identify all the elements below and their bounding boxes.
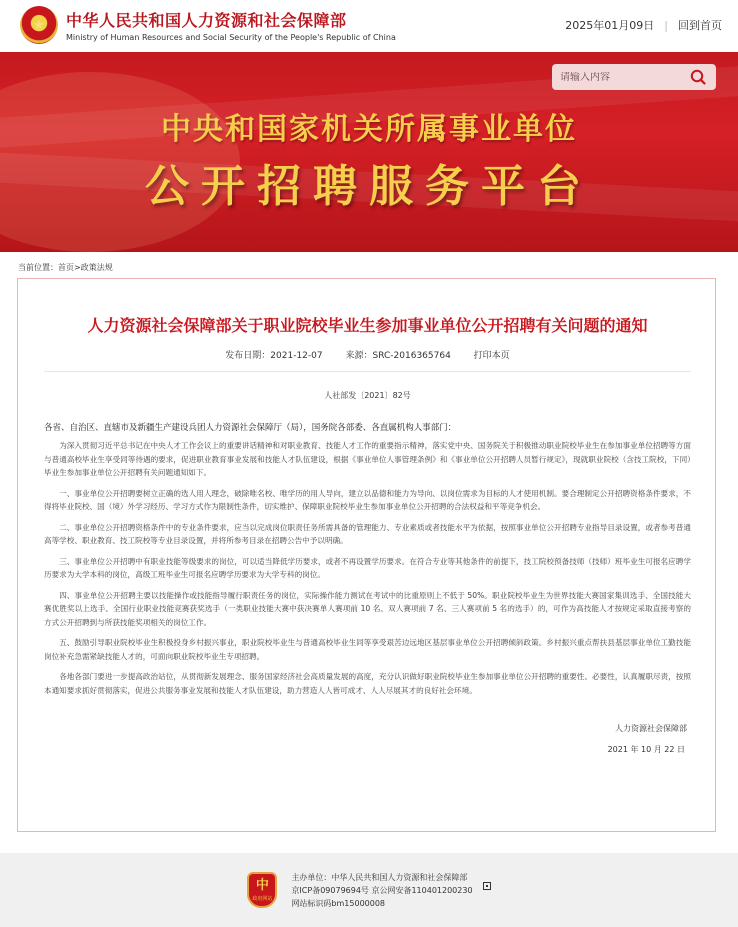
body-paragraph: 各地各部门要进一步提高政治站位，从贯彻新发展理念、服务国家经济社会高质量发展的高度，充分认识做好职业院校毕业生参加事业单位公开招聘的重要性、必要性，认真履职尽责，按照本通知要求抓好贯彻落实，促进公共服务事业发展和技能人才队伍建设，助力营造人人皆可成才、人人尽展其才的良好社会环境。: [44, 672, 691, 695]
header-utility: [565, 17, 722, 33]
home-link[interactable]: 回到首页: [678, 19, 722, 32]
article-meta: [44, 348, 691, 361]
search-input[interactable]: [560, 72, 680, 83]
signature: 人力资源社会保障部: [615, 724, 687, 733]
article-body: [44, 439, 691, 697]
site-footer: [0, 853, 738, 927]
qr-code-icon[interactable]: [483, 882, 491, 890]
article-source: 来源：SRC-2016365764: [345, 351, 451, 361]
recipient-line: 各省、自治区、直辖市及新疆生产建设兵团人力资源社会保障厅（局），国务院各部委、各直属机构人事部门：: [44, 423, 457, 433]
gov-site-logo-icon[interactable]: 中 政府网站: [247, 872, 277, 908]
banner-title-line1: 中央和国家机关所属事业单位: [161, 112, 577, 147]
body-paragraph: 五、鼓励引导职业院校毕业生积极投身乡村振兴事业，职业院校毕业生与普通高校毕业生同等享受艰苦边远地区基层事业单位公开招聘倾斜政策。乡村振兴重点帮扶县基层事业单位工勤技能岗位补充急需紧缺技能人才的，可面向职业院校毕业生专项招聘。: [44, 638, 691, 661]
current-date: 2025年01月09日: [565, 19, 655, 32]
article-panel: [17, 278, 716, 832]
search-box: [552, 64, 716, 90]
footer-icp: 京ICP备09079694号 京公网安备110401200230: [291, 885, 473, 895]
article-title: 人力资源社会保障部关于职业院校毕业生参加事业单位公开招聘有关问题的通知: [87, 316, 648, 335]
divider: |: [664, 18, 668, 32]
footer-info: [291, 871, 472, 910]
hero-banner: [0, 52, 738, 252]
national-emblem-icon: ★: [20, 6, 58, 44]
publish-date: 发布日期：2021-12-07: [225, 351, 323, 361]
body-paragraph: 三、事业单位公开招聘中有职业技能等级要求的岗位，可以适当降低学历要求，或者不再设置学历要求。在符合专业等其他条件的前提下，技工院校预备技师（技师）班毕业生可报名应聘学历要求为大学本科的岗位，高级工班毕业生可报名应聘学历要求为大学专科的岗位。: [44, 556, 691, 579]
org-name-cn: 中华人民共和国人力资源和社会保障部: [66, 11, 347, 30]
body-paragraph: 一、事业单位公开招聘要树立正确的选人用人理念，破除唯名校、唯学历的用人导向，建立以品德和能力为导向、以岗位需求为目标的人才使用机制。要合理制定公开招聘资格条件要求，不得将毕业院校、国（境）外学习经历、学习方式作为限制性条件，切实维护、保障职业院校毕业生参加事业单位公开招聘的合法权益和平等竞争机会。: [44, 488, 691, 511]
print-button[interactable]: 打印本页: [473, 351, 510, 361]
body-paragraph: 为深入贯彻习近平总书记在中央人才工作会议上的重要讲话精神和对职业教育、技能人才工作的重要指示精神，落实党中央、国务院关于积极推动职业院校毕业生在参加事业单位招聘等方面与普通高校毕业生享受同等待遇的要求，促进职业教育事业发展和技能人才队伍建设，根据《事业单位人事管理条例》和《事业单位公开招聘人员暂行规定》，现就职业院校（含技工院校，下同）毕业生参加事业单位公开招聘有关问题通知如下。: [44, 441, 691, 477]
body-paragraph: 二、事业单位公开招聘资格条件中的专业条件要求，应当以完成岗位职责任务所需具备的管理能力、专业素质或者技能水平为依据，按照事业单位公开招聘专业指导目录设置，或者参考普通高等学校、职业教育、技工院校等专业目录设置，并将所参考目录在招聘公告中予以明确。: [44, 522, 691, 545]
site-logo[interactable]: [66, 8, 396, 42]
search-icon[interactable]: [690, 69, 706, 85]
footer-sponsor: 主办单位：中华人民共和国人力资源和社会保障部: [291, 872, 468, 882]
document-number: 人社部发〔2021〕82号: [324, 391, 411, 400]
body-paragraph: 四、事业单位公开招聘主要以技能操作或技能指导履行职责任务的岗位，实际操作能力测试在考试中的比重原则上不低于 50%。职业院校毕业生为世界技能大赛国家集训选手、全国技能大赛优胜奖以上选手、全国行业职业技能竞赛获奖选手（一类职业技能大赛中获决赛单人赛项前 10 名、双人赛项前 7 名、三人赛项前 5 名的选手）的，可作为高技能人才按规定采取直接考察的方式公开招聘到与所获技能奖项相关的岗位工作。: [44, 590, 691, 627]
top-header: [0, 0, 738, 50]
banner-title-line2: 公开招聘服务平台: [145, 161, 593, 212]
sign-date: 2021 年 10 月 22 日: [607, 745, 685, 754]
footer-site-code: 网站标识码bm15000008: [291, 898, 386, 908]
breadcrumb[interactable]: 当前位置：首页>政策法规: [18, 263, 113, 272]
org-name-en: Ministry of Human Resources and Social Security of the People's Republic of China: [66, 33, 396, 42]
divider: [44, 371, 691, 372]
